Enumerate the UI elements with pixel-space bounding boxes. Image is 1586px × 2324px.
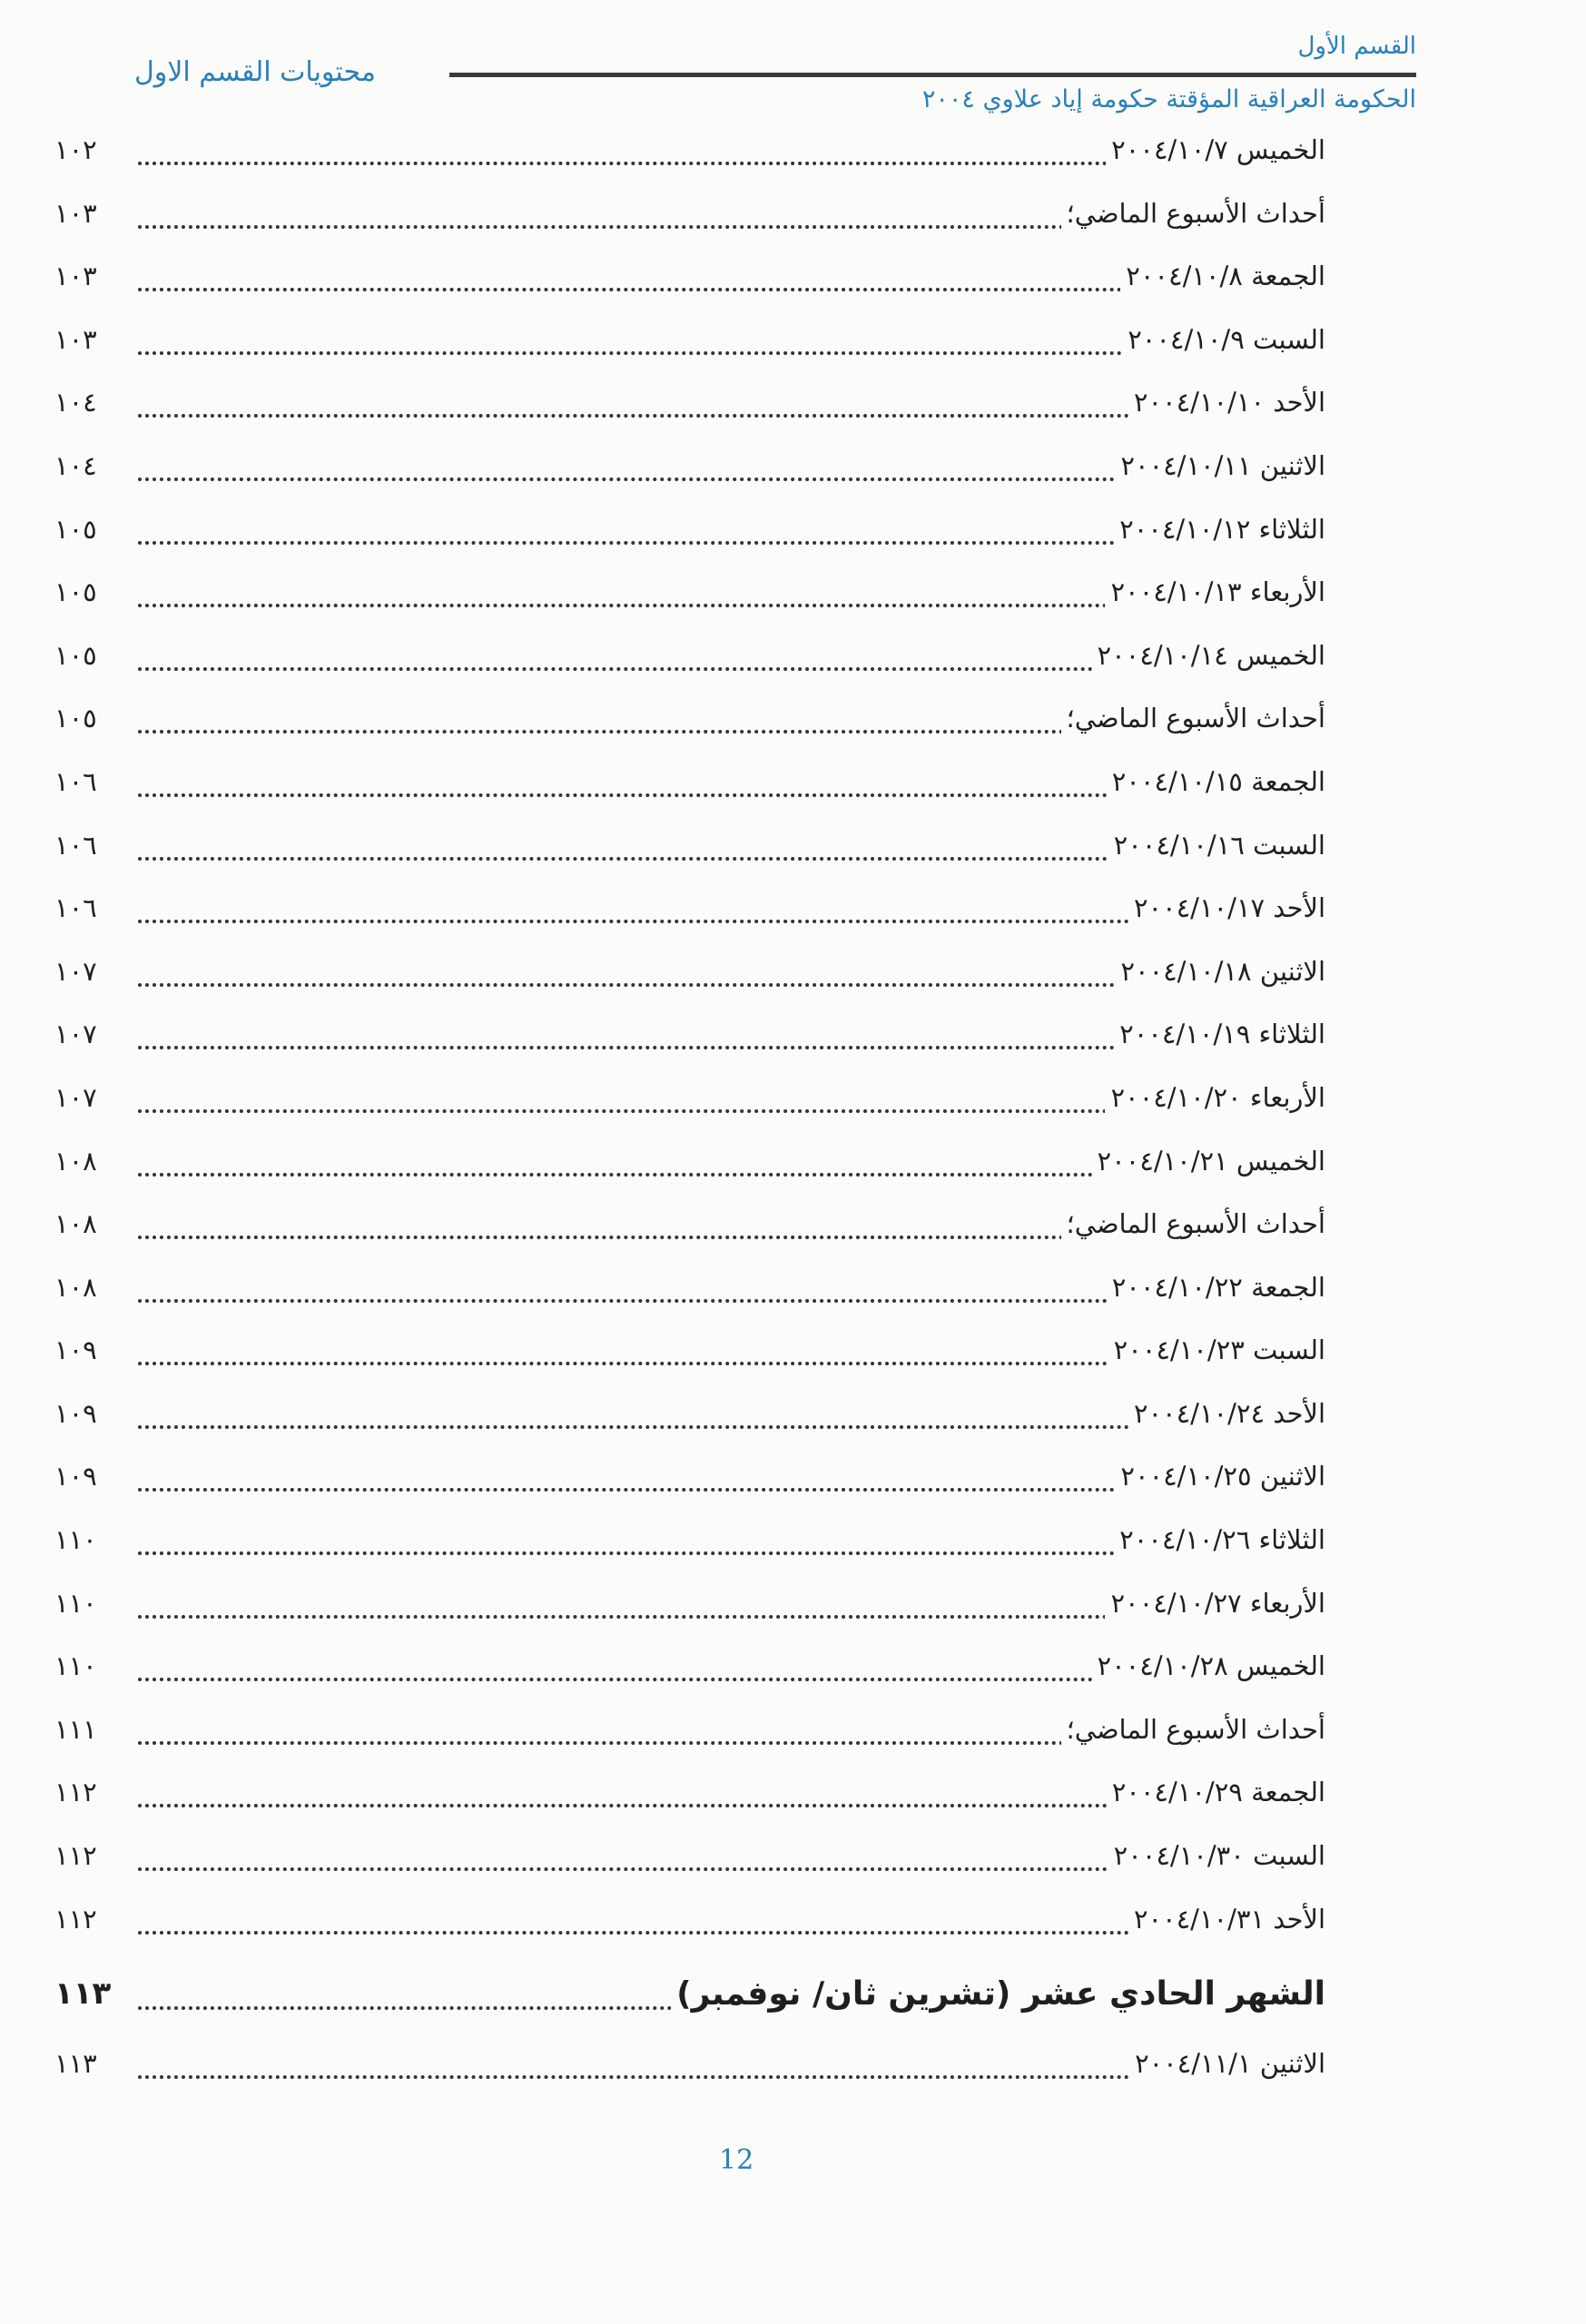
toc-entry (54, 1075, 1325, 1138)
toc-entry-title: الأحد ٢٠٠٤/١٠/١٧ (1128, 892, 1325, 923)
toc-entry-page: ١٠٨ (54, 1146, 136, 1177)
toc-entry (54, 127, 1325, 191)
toc-entry (54, 759, 1325, 822)
toc-entry-page: ١٠٥ (54, 576, 136, 607)
toc-entry-title: الخميس ٢٠٠٤/١٠/١٤ (1092, 640, 1325, 671)
toc-entry-page: ١٠٧ (54, 956, 136, 987)
toc-entry-page: ١٠٧ (54, 1019, 136, 1049)
toc-entry-page: ١١٠ (54, 1588, 136, 1619)
toc-entry-title: الاثنين ٢٠٠٤/١٠/١١ (1115, 450, 1325, 481)
toc-entry-page: ١١٣ (54, 2048, 136, 2079)
toc-entry-page: ١٠٨ (54, 1208, 136, 1239)
toc-entry (54, 1896, 1325, 1960)
toc-section-heading (54, 1959, 1325, 2041)
toc-entry-title: الأربعاء ٢٠٠٤/١٠/٢٠ (1105, 1082, 1325, 1113)
toc-entry-page: ١٠٩ (54, 1334, 136, 1365)
toc-entry-title: أحداث الأسبوع الماضي؛ (1061, 198, 1325, 229)
toc-entry-title: السبت ٢٠٠٤/١٠/٩ (1122, 324, 1325, 355)
toc-entry (54, 949, 1325, 1012)
toc-entry-page: ١١٠ (54, 1650, 136, 1681)
section-heading-page: ١١٣ (54, 1975, 136, 2012)
toc-entry-title: الأحد ٢٠٠٤/١٠/١٠ (1128, 387, 1325, 418)
toc-entry-page: ١٠٥ (54, 640, 136, 671)
toc-entry (54, 1643, 1325, 1707)
toc-entry-title: السبت ٢٠٠٤/١٠/١٦ (1108, 830, 1325, 861)
toc-entry (54, 1707, 1325, 1770)
toc-entry-title: الاثنين ٢٠٠٤/١٠/٢٥ (1115, 1461, 1325, 1492)
toc-entry (54, 191, 1325, 254)
toc-entry-title: الاثنين ٢٠٠٤/١٠/١٨ (1115, 956, 1325, 987)
toc-entry (54, 1833, 1325, 1896)
toc-entry (54, 885, 1325, 949)
toc-entry (54, 1138, 1325, 1202)
toc-entry-title: الأربعاء ٢٠٠٤/١٠/١٣ (1105, 576, 1325, 607)
toc-entry-title: الجمعة ٢٠٠٤/١٠/٢٢ (1107, 1272, 1325, 1303)
toc-entry-title: الثلاثاء ٢٠٠٤/١٠/١٢ (1114, 514, 1325, 545)
toc-entry-title: أحداث الأسبوع الماضي؛ (1061, 1208, 1325, 1239)
toc-entry (54, 633, 1325, 696)
toc-entry-title: الخميس ٢٠٠٤/١٠/٧ (1106, 134, 1325, 165)
toc-entry-title: الثلاثاء ٢٠٠٤/١٠/٢٦ (1114, 1524, 1325, 1555)
toc-entry-page: ١١١ (54, 1714, 136, 1745)
toc-entry-page: ١٠٦ (54, 766, 136, 797)
toc-entry (54, 569, 1325, 633)
toc-entry-page: ١٠٤ (54, 387, 136, 418)
section-label: القسم الأول (1297, 33, 1416, 60)
toc-entry-page: ١٠٣ (54, 198, 136, 229)
toc-entry-page: ١٠٨ (54, 1272, 136, 1303)
toc-entry (54, 507, 1325, 570)
toc-entry (54, 695, 1325, 759)
toc-entry (54, 1391, 1325, 1454)
toc-entry (54, 1265, 1325, 1328)
toc-entry-page: ١٠٣ (54, 324, 136, 355)
toc-entry (54, 822, 1325, 886)
toc-entry-title: السبت ٢٠٠٤/١٠/٣٠ (1108, 1840, 1325, 1871)
toc-entry-title: الجمعة ٢٠٠٤/١٠/٨ (1120, 261, 1325, 291)
toc-entry (54, 1011, 1325, 1075)
table-of-contents (54, 127, 1325, 2104)
toc-entry-title: الأحد ٢٠٠٤/١٠/٢٤ (1128, 1398, 1325, 1429)
toc-entry (54, 379, 1325, 443)
section-heading-title: الشهر الحادي عشر (تشرين ثان/ نوفمبر) (671, 1975, 1325, 2013)
toc-entry-page: ١٠٦ (54, 892, 136, 923)
book-subtitle: الحكومة العراقية المؤقتة حكومة إياد علاوي ٢٠٠٤ (921, 85, 1416, 113)
toc-entry-title: الثلاثاء ٢٠٠٤/١٠/١٩ (1114, 1019, 1325, 1049)
toc-entry-page: ١١٠ (54, 1524, 136, 1555)
toc-entry-title: الأربعاء ٢٠٠٤/١٠/٢٧ (1105, 1588, 1325, 1619)
toc-entry (54, 317, 1325, 380)
toc-entry-page: ١٠٢ (54, 134, 136, 165)
toc-entry-title: الجمعة ٢٠٠٤/١٠/٢٩ (1107, 1777, 1325, 1807)
toc-entry-title: الأحد ٢٠٠٤/١٠/٣١ (1128, 1904, 1325, 1935)
toc-entry (54, 1581, 1325, 1644)
toc-entry-title: الجمعة ٢٠٠٤/١٠/١٥ (1107, 766, 1325, 797)
toc-entry-page: ١١٢ (54, 1840, 136, 1871)
toc-entry-title: أحداث الأسبوع الماضي؛ (1061, 703, 1325, 734)
toc-entry (54, 443, 1325, 507)
toc-entry-page: ١٠٩ (54, 1461, 136, 1492)
toc-entry-page: ١٠٩ (54, 1398, 136, 1429)
toc-entry (54, 1327, 1325, 1391)
toc-entry-title: السبت ٢٠٠٤/١٠/٢٣ (1108, 1334, 1325, 1365)
toc-entry (54, 253, 1325, 317)
toc-entry-page: ١٠٣ (54, 261, 136, 291)
toc-entry (54, 1453, 1325, 1517)
toc-entry-page: ١٠٥ (54, 514, 136, 545)
toc-entry-page: ١٠٤ (54, 450, 136, 481)
toc-entry-title: أحداث الأسبوع الماضي؛ (1061, 1714, 1325, 1745)
toc-entry (54, 1201, 1325, 1265)
page-header (127, 29, 1416, 129)
toc-entry-title: الاثنين ٢٠٠٤/١١/١ (1129, 2048, 1325, 2079)
toc-entry (54, 1769, 1325, 1833)
toc-entry-page: ١١٢ (54, 1777, 136, 1807)
toc-entry-title: الخميس ٢٠٠٤/١٠/٢١ (1092, 1146, 1325, 1177)
toc-entry-page: ١٠٧ (54, 1082, 136, 1113)
contents-title: محتويات القسم الاول (134, 56, 376, 88)
toc-entry (54, 2041, 1325, 2104)
toc-entry-page: ١١٢ (54, 1904, 136, 1935)
toc-entry-page: ١٠٥ (54, 703, 136, 734)
header-rule (449, 73, 1416, 77)
toc-entry (54, 1517, 1325, 1581)
page-number: 12 (719, 2144, 754, 2176)
toc-entry-title: الخميس ٢٠٠٤/١٠/٢٨ (1092, 1650, 1325, 1681)
toc-entry-page: ١٠٦ (54, 830, 136, 861)
